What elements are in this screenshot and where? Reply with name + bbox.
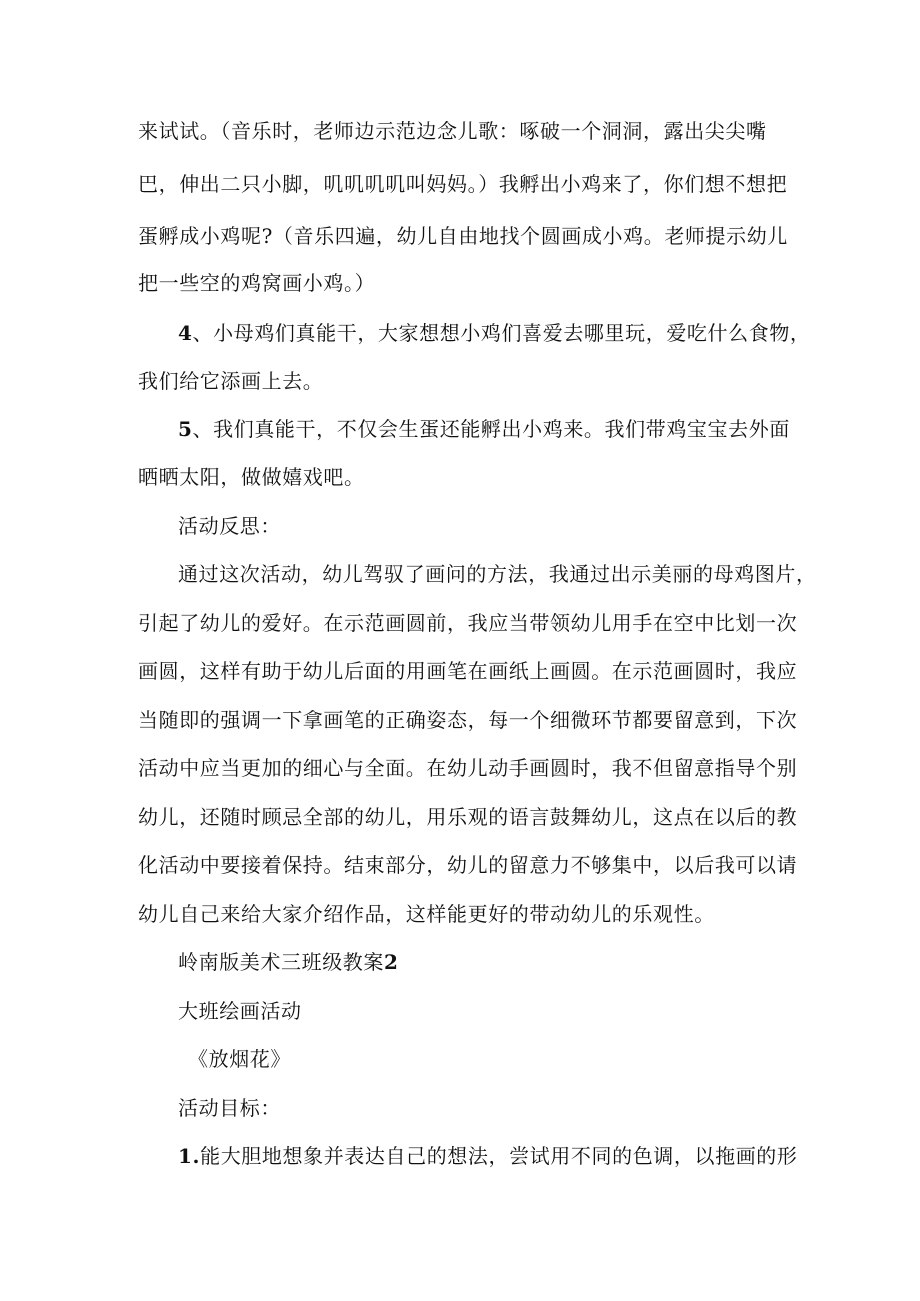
step-4-number: 4	[178, 321, 193, 345]
reflection-line: 活动中应当更加的细心与全面。在幼儿动手画圆时，我不但留意指导个别	[138, 756, 798, 780]
reflection-heading: 活动反思：	[178, 514, 281, 538]
reflection-line: 画圆，这样有助于幼儿后面的用画笔在画纸上画圆。在示范画圆时，我应	[138, 659, 798, 683]
step-5-text: 、我们真能干，不仅会生蛋还能孵出小鸡来。我们带鸡宝宝去外面	[192, 417, 790, 441]
reflection-line: 幼儿自己来给大家介绍作品，这样能更好的带动幼儿的乐观性。	[138, 902, 715, 926]
step-5-line	[178, 415, 790, 443]
goals-heading: 活动目标：	[178, 1096, 281, 1120]
activity-name: 《放烟花》	[188, 1047, 291, 1071]
step-5-number: 5	[178, 417, 193, 441]
goal-1-line	[178, 1142, 798, 1170]
reflection-line: 幼儿，还随时顾忌全部的幼儿，用乐观的语言鼓舞幼儿，这点在以后的教	[138, 805, 798, 829]
plan-number: 2	[384, 950, 399, 974]
reflection-line: 通过这次活动，幼儿驾驭了画问的方法，我通过出示美丽的母鸡图片，	[178, 562, 817, 586]
goal-1-number: 1.	[178, 1144, 201, 1168]
reflection-line: 当随即的强调一下拿画笔的正确姿态，每一个细微环节都要留意到，下次	[138, 708, 798, 732]
reflection-line: 化活动中要接着保持。结束部分，幼儿的留意力不够集中，以后我可以请	[138, 853, 798, 877]
reflection-line: 引起了幼儿的爱好。在示范画圆前，我应当带领幼儿用手在空中比划一次	[138, 611, 798, 635]
plan-title-text: 岭南版美术三班级教案	[178, 950, 384, 974]
paragraph-line: 晒晒太阳，做做嬉戏吧。	[138, 465, 365, 489]
paragraph-line: 蛋孵成小鸡呢?（音乐四遍，幼儿自由地找个圆画成小鸡。老师提示幼儿	[138, 224, 788, 248]
activity-type: 大班绘画活动	[178, 999, 302, 1023]
step-4-text: 、小母鸡们真能干，大家想想小鸡们喜爱去哪里玩，爱吃什么食物，	[192, 321, 811, 345]
paragraph-line: 来试试。（音乐时，老师边示范边念儿歌：啄破一个洞洞，露出尖尖嘴	[138, 119, 767, 143]
paragraph-line: 巴，伸出二只小脚，叽叽叽叽叫妈妈。）我孵出小鸡来了，你们想不想把	[138, 172, 788, 196]
paragraph-line: 我们给它添画上去。	[138, 369, 324, 393]
step-4-line	[178, 319, 811, 347]
plan-title	[178, 948, 399, 976]
goal-1-text: 能大胆地想象并表达自己的想法，尝试用不同的色调，以拖画的形	[200, 1144, 798, 1168]
paragraph-line: 把一些空的鸡窝画小鸡。）	[138, 271, 376, 295]
